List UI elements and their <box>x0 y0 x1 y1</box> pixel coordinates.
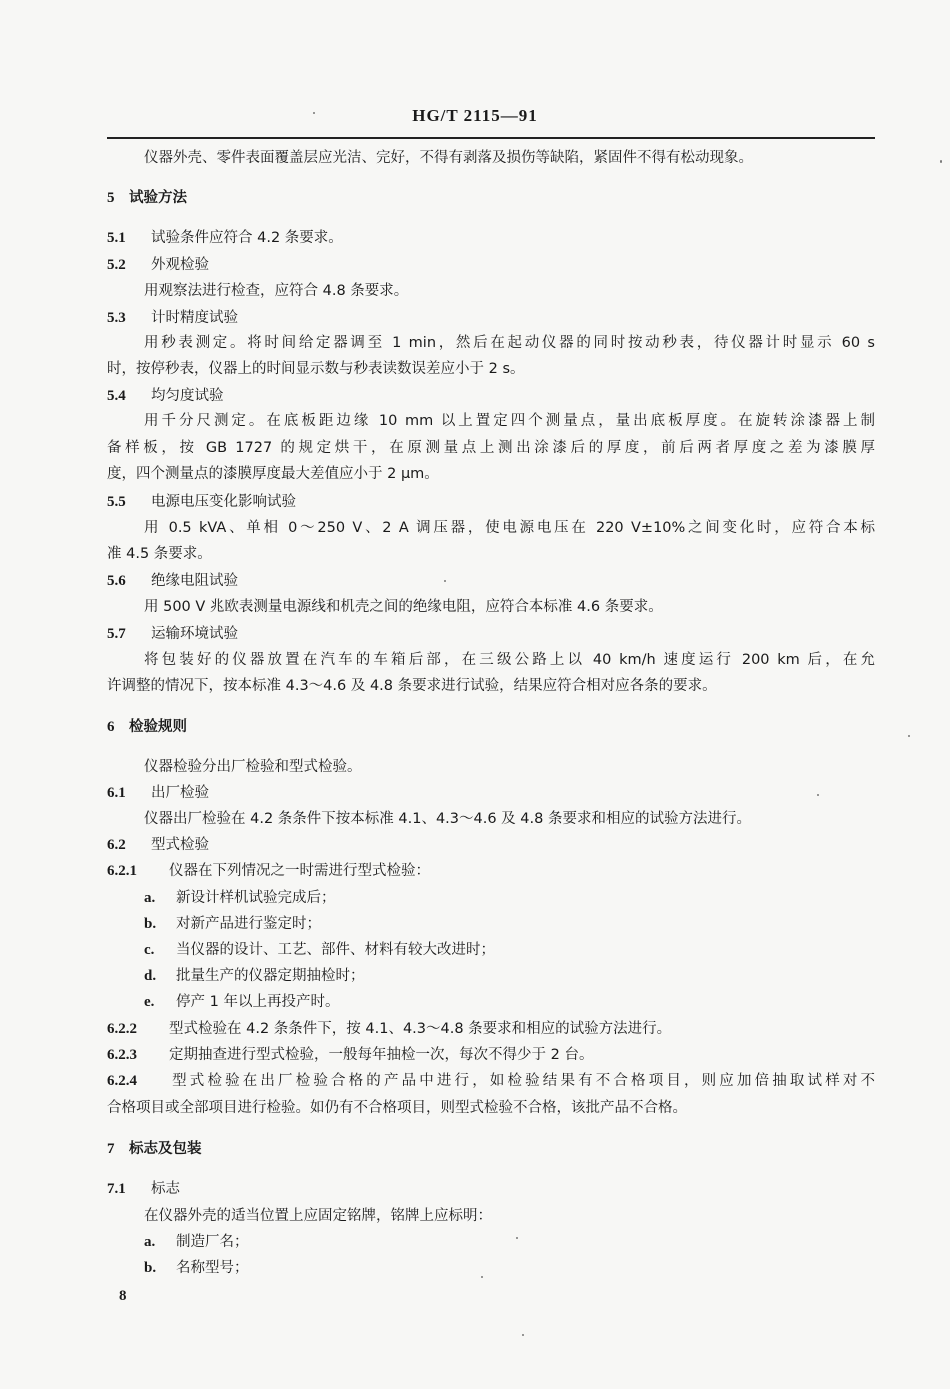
clause-number: 5.2 <box>107 257 126 273</box>
clause-number: 5.6 <box>107 573 126 589</box>
list-marker: e. <box>144 994 155 1010</box>
body-text: 用 500 V 兆欧表测量电源线和机壳之间的绝缘电阻，应符合本标准 4.6 条要求。 <box>144 599 663 615</box>
clause-6-2-1 <box>107 862 430 880</box>
list-marker: a. <box>144 890 156 906</box>
scan-speck <box>516 1237 518 1239</box>
list-item <box>144 993 339 1011</box>
clause-text: 仪器在下列情况之一时需进行型式检验： <box>169 863 430 879</box>
section-5-heading <box>107 189 187 207</box>
list-marker: c. <box>144 942 155 958</box>
clause-6-2-4 <box>107 1072 875 1090</box>
clause-title: 运输环境试验 <box>151 626 238 642</box>
list-item <box>144 1233 249 1251</box>
section-title: 检验规则 <box>129 719 187 735</box>
body-text: 将包装好的仪器放置在汽车的车箱后部，在三级公路上以 40 km/h 速度运行 200 km 后，在允 <box>144 652 875 668</box>
clause-number: 6.2.4 <box>107 1073 137 1089</box>
body-text: 仪器检验分出厂检验和型式检验。 <box>144 759 362 775</box>
body-text: 度，四个测量点的漆膜厚度最大差值应小于 2 μm。 <box>107 466 439 482</box>
body-text: 合格项目或全部项目进行检验。如仍有不合格项目，则型式检验不合格，该批产品不合格。 <box>107 1100 687 1116</box>
body-text: 用 0.5 kVA、单相 0～250 V、2 A 调压器，使电源电压在 220 V±10%之间变化时，应符合本标 <box>144 520 875 536</box>
list-item <box>144 915 321 933</box>
scan-speck <box>522 1334 524 1336</box>
clause-6-2-3 <box>107 1046 593 1064</box>
clause-number: 5.1 <box>107 230 126 246</box>
body-text: 备样板，按 GB 1727 的规定烘干，在原测量点上测出涂漆后的厚度，前后两者厚度之差为漆膜厚 <box>107 440 875 456</box>
clause-title: 计时精度试验 <box>151 310 238 326</box>
scan-speck <box>444 580 446 582</box>
list-text: 制造厂名； <box>176 1234 249 1250</box>
clause-number: 6.2.2 <box>107 1021 137 1037</box>
clause-title: 绝缘电阻试验 <box>151 573 238 589</box>
clause-title: 型式检验 <box>151 837 209 853</box>
clause-7-1 <box>107 1180 180 1198</box>
body-text: 用观察法进行检查，应符合 4.8 条要求。 <box>144 283 409 299</box>
body-text: 仪器出厂检验在 4.2 条条件下按本标准 4.1、4.3～4.6 及 4.8 条要求和相应的试验方法进行。 <box>144 811 751 827</box>
list-marker: b. <box>144 1260 157 1276</box>
clause-number: 6.1 <box>107 785 126 801</box>
list-text: 当仪器的设计、工艺、部件、材料有较大改进时； <box>176 942 495 958</box>
section-7-heading <box>107 1140 202 1158</box>
section-6-heading <box>107 718 187 736</box>
clause-5-1 <box>107 229 343 247</box>
section-number: 6 <box>107 719 115 735</box>
clause-5-6 <box>107 572 238 590</box>
clause-text: 型式检验在 4.2 条条件下，按 4.1、4.3～4.8 条要求和相应的试验方法进行。 <box>169 1021 672 1037</box>
clause-title: 外观检验 <box>151 257 209 273</box>
clause-5-7 <box>107 625 238 643</box>
clause-title: 标志 <box>151 1181 180 1197</box>
body-text: 用秒表测定。将时间给定器调至 1 min，然后在起动仪器的同时按动秒表，待仪器计时显示 60 s <box>144 335 875 351</box>
scan-speck <box>481 1276 483 1278</box>
clause-number: 5.5 <box>107 494 126 510</box>
list-marker: b. <box>144 916 157 932</box>
clause-number: 5.3 <box>107 310 126 326</box>
section-number: 5 <box>107 190 115 206</box>
list-item <box>144 967 365 985</box>
clause-title: 出厂检验 <box>151 785 209 801</box>
clause-6-1 <box>107 784 209 802</box>
list-text: 停产 1 年以上再投产时。 <box>176 994 340 1010</box>
clause-6-2 <box>107 836 209 854</box>
body-text: 仪器外壳、零件表面覆盖层应光洁、完好，不得有剥落及损伤等缺陷，紧固件不得有松动现象。 <box>144 150 753 166</box>
clause-number: 5.7 <box>107 626 126 642</box>
section-number: 7 <box>107 1141 115 1157</box>
scan-speck <box>817 794 819 796</box>
clause-6-2-2 <box>107 1020 671 1038</box>
list-item <box>144 889 336 907</box>
body-text: 准 4.5 条要求。 <box>107 546 212 562</box>
scan-speck <box>908 735 910 737</box>
scan-speck <box>940 160 942 163</box>
clause-number: 6.2.1 <box>107 863 137 879</box>
clause-5-3 <box>107 309 238 327</box>
scan-speck <box>313 112 315 114</box>
clause-5-2 <box>107 256 209 274</box>
list-item <box>144 941 495 959</box>
clause-text: 试验条件应符合 4.2 条要求。 <box>151 230 343 246</box>
clause-text: 型式检验在出厂检验合格的产品中进行，如检验结果有不合格项目，则应加倍抽取试样对不 <box>169 1073 875 1089</box>
list-text: 名称型号； <box>176 1260 249 1276</box>
clause-number: 5.4 <box>107 388 126 404</box>
clause-5-4 <box>107 387 224 405</box>
list-text: 对新产品进行鉴定时； <box>176 916 321 932</box>
clause-5-5 <box>107 493 296 511</box>
clause-number: 7.1 <box>107 1181 126 1197</box>
document-header: HG/T 2115—91 <box>412 106 538 125</box>
clause-text: 定期抽查进行型式检验，一般每年抽检一次，每次不得少于 2 台。 <box>169 1047 594 1063</box>
body-text: 时，按停秒表，仪器上的时间显示数与秒表读数误差应小于 2 s。 <box>107 361 525 377</box>
clause-title: 均匀度试验 <box>151 388 224 404</box>
body-text: 用千分尺测定。在底板距边缘 10 mm 以上置定四个测量点，量出底板厚度。在旋转涂漆器上制 <box>144 413 875 429</box>
list-marker: d. <box>144 968 157 984</box>
list-marker: a. <box>144 1234 156 1250</box>
section-title: 标志及包装 <box>129 1141 202 1157</box>
page-number: 8 <box>119 1288 127 1304</box>
section-title: 试验方法 <box>129 190 187 206</box>
clause-number: 6.2 <box>107 837 126 853</box>
body-text: 许调整的情况下，按本标准 4.3～4.6 及 4.8 条要求进行试验，结果应符合相对应各条的要求。 <box>107 678 717 694</box>
list-text: 新设计样机试验完成后； <box>176 890 336 906</box>
list-item <box>144 1259 249 1277</box>
body-text: 在仪器外壳的适当位置上应固定铭牌，铭牌上应标明： <box>144 1208 492 1224</box>
clause-title: 电源电压变化影响试验 <box>151 494 296 510</box>
header-rule <box>107 137 875 139</box>
clause-number: 6.2.3 <box>107 1047 137 1063</box>
list-text: 批量生产的仪器定期抽检时； <box>176 968 365 984</box>
